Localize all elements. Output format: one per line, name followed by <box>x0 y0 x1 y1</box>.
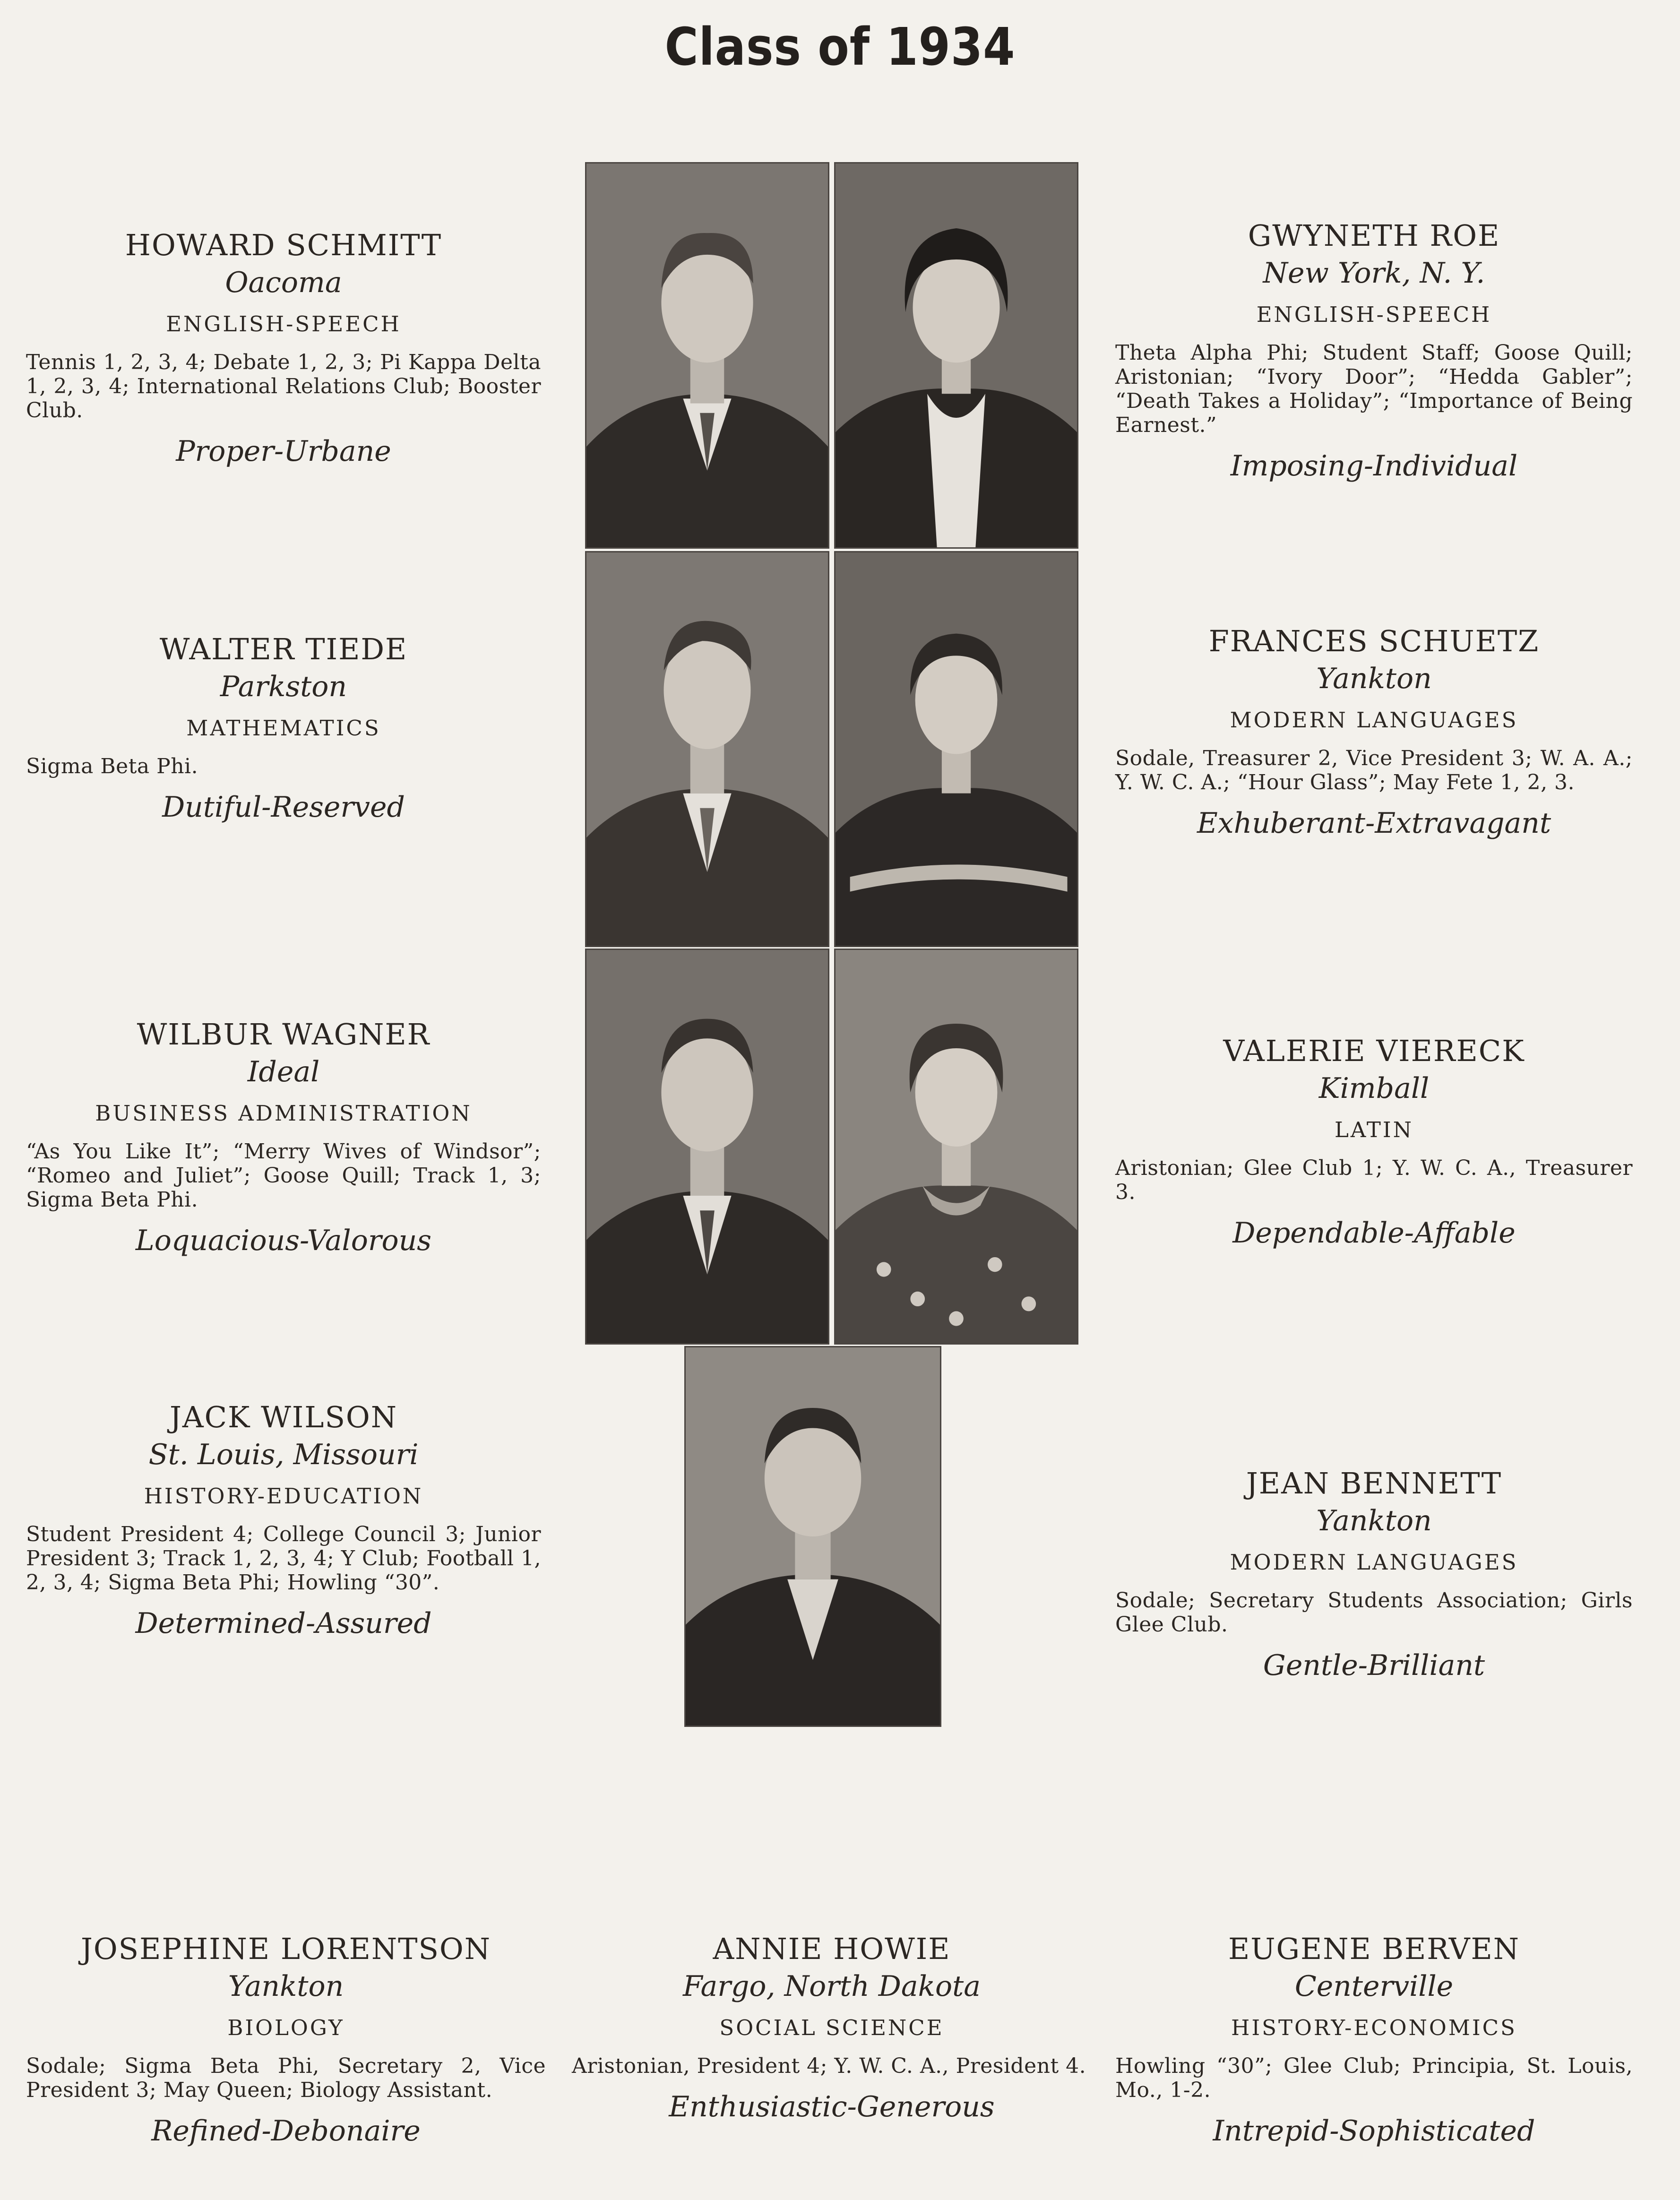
student-hometown: Kimball <box>1318 1071 1430 1105</box>
entry-jack-wilson <box>26 1399 541 1642</box>
photo-valerie-viereck <box>834 949 1078 1345</box>
student-traits: Refined-Debonaire <box>151 2114 421 2148</box>
student-major: HISTORY-ECONOMICS <box>1231 2015 1517 2040</box>
student-hometown: Parkston <box>220 670 347 703</box>
student-activities: Aristonian; Glee Club 1; Y. W. C. A., Treasurer 3. <box>1115 1156 1633 1205</box>
student-activities: “As You Like It”; “Merry Wives of Windsor”; “Romeo and Juliet”; Goose Quill; Track 1, 3; Sigma Beta Phi. <box>26 1139 541 1212</box>
entry-howard-schmitt <box>26 227 541 470</box>
entry-eugene-berven <box>1115 1931 1633 2149</box>
photo-walter-tiede <box>585 551 829 947</box>
student-major: BIOLOGY <box>227 2015 345 2040</box>
student-traits: Proper-Urbane <box>176 435 391 468</box>
student-traits: Gentle-Brilliant <box>1263 1649 1485 1682</box>
student-name: ANNIE HOWIE <box>713 1932 951 1966</box>
entry-gwyneth-roe <box>1115 217 1633 484</box>
student-name: JEAN BENNETT <box>1246 1466 1502 1501</box>
student-traits: Imposing-Individual <box>1230 449 1518 483</box>
student-hometown: Oacoma <box>225 266 342 299</box>
student-traits: Enthusiastic-Generous <box>669 2090 995 2124</box>
student-activities: Howling “30”; Glee Club; Principia, St. Louis, Mo., 1-2. <box>1115 2054 1633 2103</box>
photo-howard-schmitt <box>585 162 829 549</box>
student-major: MODERN LANGUAGES <box>1230 1549 1518 1575</box>
student-major: ENGLISH-SPEECH <box>1256 302 1492 327</box>
photo-wilbur-wagner <box>585 949 829 1345</box>
student-activities: Sodale; Secretary Students Association; Girls Glee Club. <box>1115 1588 1633 1637</box>
student-activities: Sodale, Treasurer 2, Vice President 3; W. A. A.; Y. W. C. A.; “Hour Glass”; May Fete 1, 2, 3. <box>1115 746 1633 795</box>
portrait-man-icon <box>686 1347 940 1725</box>
page-title: Class of 1934 <box>664 17 1016 77</box>
photo-jack-wilson <box>684 1346 941 1727</box>
student-hometown: Ideal <box>247 1055 320 1088</box>
student-traits: Exhuberant-Extravagant <box>1197 807 1551 840</box>
student-major: ENGLISH-SPEECH <box>166 311 401 336</box>
student-major: LATIN <box>1334 1117 1414 1142</box>
student-major: BUSINESS ADMINISTRATION <box>95 1100 472 1126</box>
portrait-man-icon <box>586 552 828 946</box>
student-hometown: New York, N. Y. <box>1263 256 1485 290</box>
entry-wilbur-wagner <box>26 1016 541 1259</box>
portrait-woman-icon <box>836 552 1077 946</box>
student-traits: Determined-Assured <box>135 1607 432 1640</box>
portrait-man-icon <box>586 164 828 547</box>
entry-frances-schuetz <box>1115 623 1633 842</box>
student-activities: Aristonian, President 4; Y. W. C. A., President 4. <box>572 2054 1086 2078</box>
student-traits: Dutiful-Reserved <box>162 791 405 824</box>
student-hometown: Fargo, North Dakota <box>682 1969 981 2003</box>
student-name: JACK WILSON <box>169 1400 398 1434</box>
student-hometown: Centerville <box>1294 1969 1454 2003</box>
student-name: WALTER TIEDE <box>159 632 408 666</box>
student-major: MATHEMATICS <box>186 715 381 741</box>
student-major: SOCIAL SCIENCE <box>719 2015 944 2040</box>
student-hometown: Yankton <box>1316 1504 1432 1537</box>
entry-walter-tiede <box>26 631 541 826</box>
student-name: VALERIE VIERECK <box>1223 1034 1525 1068</box>
photo-frances-schuetz <box>834 551 1078 947</box>
portrait-man-icon <box>586 950 828 1343</box>
photo-gwyneth-roe <box>834 162 1078 549</box>
student-name: FRANCES SCHUETZ <box>1208 624 1540 658</box>
portrait-woman-icon <box>836 950 1077 1343</box>
student-activities: Student President 4; College Council 3; Junior President 3; Track 1, 2, 3, 4; Y Club; Football 1, 2, 3, 4; Sigma Beta Phi; Howling “30”. <box>26 1522 541 1595</box>
entry-josephine-lorentson <box>26 1931 546 2149</box>
student-traits: Loquacious-Valorous <box>135 1224 432 1258</box>
student-name: EUGENE BERVEN <box>1228 1932 1520 1966</box>
student-major: MODERN LANGUAGES <box>1230 707 1518 733</box>
entry-annie-howie <box>572 1931 1092 2125</box>
student-activities: Sodale; Sigma Beta Phi, Secretary 2, Vice President 3; May Queen; Biology Assistant. <box>26 2054 546 2103</box>
student-activities: Theta Alpha Phi; Student Staff; Goose Quill; Aristonian; “Ivory Door”; “Hedda Gabler”; “Death Takes a Holiday”; “Importance of Being Earnest.” <box>1115 341 1633 438</box>
entry-jean-bennett <box>1115 1465 1633 1684</box>
entry-valerie-viereck <box>1115 1033 1633 1251</box>
student-hometown: St. Louis, Missouri <box>148 1438 419 1471</box>
student-name: GWYNETH ROE <box>1248 218 1500 253</box>
student-traits: Intrepid-Sophisticated <box>1213 2114 1535 2148</box>
student-name: HOWARD SCHMITT <box>125 228 442 262</box>
student-traits: Dependable-Affable <box>1232 1216 1516 1250</box>
student-activities: Tennis 1, 2, 3, 4; Debate 1, 2, 3; Pi Kappa Delta 1, 2, 3, 4; International Relations Club; Booster Club. <box>26 350 541 423</box>
portrait-woman-icon <box>836 164 1077 547</box>
student-hometown: Yankton <box>1316 662 1432 695</box>
student-activities: Sigma Beta Phi. <box>26 754 198 778</box>
student-hometown: Yankton <box>228 1969 344 2003</box>
student-major: HISTORY-EDUCATION <box>144 1483 423 1509</box>
student-name: WILBUR WAGNER <box>137 1017 431 1052</box>
student-name: JOSEPHINE LORENTSON <box>80 1932 491 1966</box>
